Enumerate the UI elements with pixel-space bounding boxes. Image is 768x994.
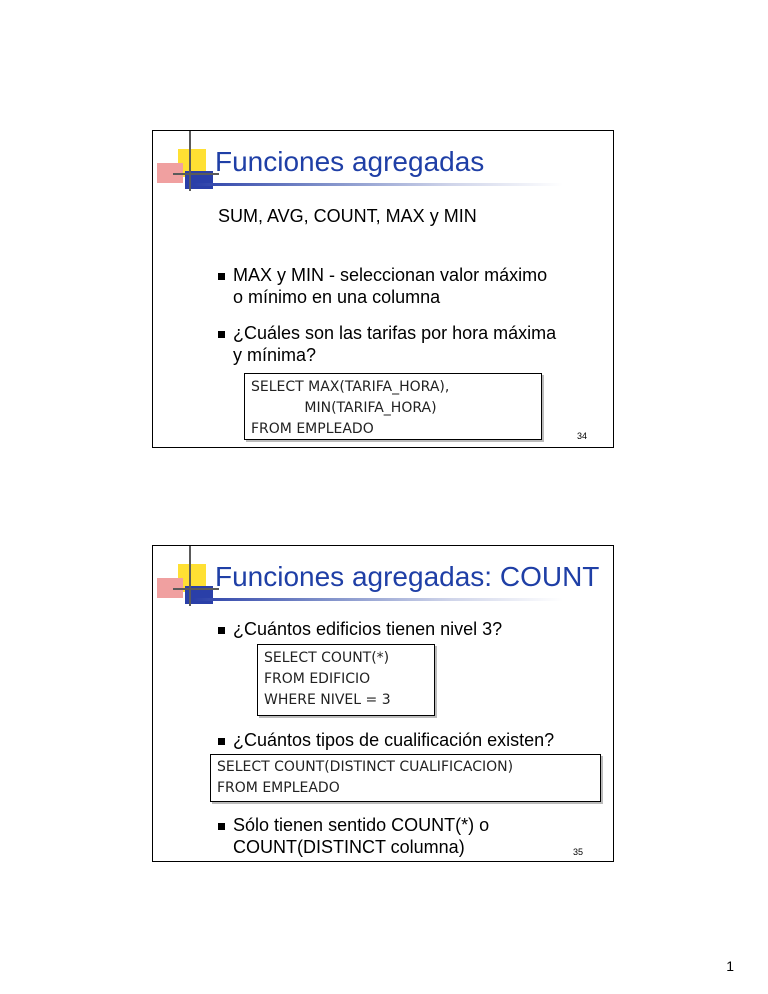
- intro-text: SUM, AVG, COUNT, MAX y MIN: [218, 206, 477, 226]
- slide-number: 34: [577, 431, 588, 441]
- slide-number: 35: [573, 847, 584, 857]
- slide-title: Funciones agregadas: COUNT: [215, 561, 600, 592]
- sql-code-box: SELECT COUNT(*) FROM EDIFICIO WHERE NIVEL = 3: [257, 644, 435, 716]
- slide-35: [152, 545, 614, 862]
- bullet-text: ¿Cuántos edificios tienen nivel 3?: [233, 619, 503, 639]
- document-page-number: 1: [726, 958, 734, 974]
- bullet-text: Sólo tienen sentido COUNT(*) o COUNT(DISTINCT columna): [233, 815, 490, 857]
- bullet-marker: [218, 738, 225, 745]
- title-underline: [193, 183, 563, 186]
- bullet-text: ¿Cuáles son las tarifas por hora máxima y mínima?: [233, 323, 557, 365]
- slide-34: [152, 130, 614, 448]
- sql-code-box: SELECT COUNT(DISTINCT CUALIFICACION) FROM EMPLEADO: [210, 754, 601, 802]
- sql-code-box: SELECT MAX(TARIFA_HORA), MIN(TARIFA_HORA) FROM EMPLEADO: [244, 373, 542, 440]
- slide-decoration: [153, 546, 223, 616]
- slide-decoration: [153, 131, 223, 201]
- bullet-marker: [218, 331, 225, 338]
- bullet-text: MAX y MIN - seleccionan valor máximo o mínimo en una columna: [233, 265, 548, 307]
- slide-title: Funciones agregadas: [215, 146, 485, 177]
- bullet-marker: [218, 823, 225, 830]
- bullet-marker: [218, 273, 225, 280]
- bullet-marker: [218, 627, 225, 634]
- bullet-text: ¿Cuántos tipos de cualificación existen?: [233, 730, 555, 750]
- title-underline: [193, 598, 563, 601]
